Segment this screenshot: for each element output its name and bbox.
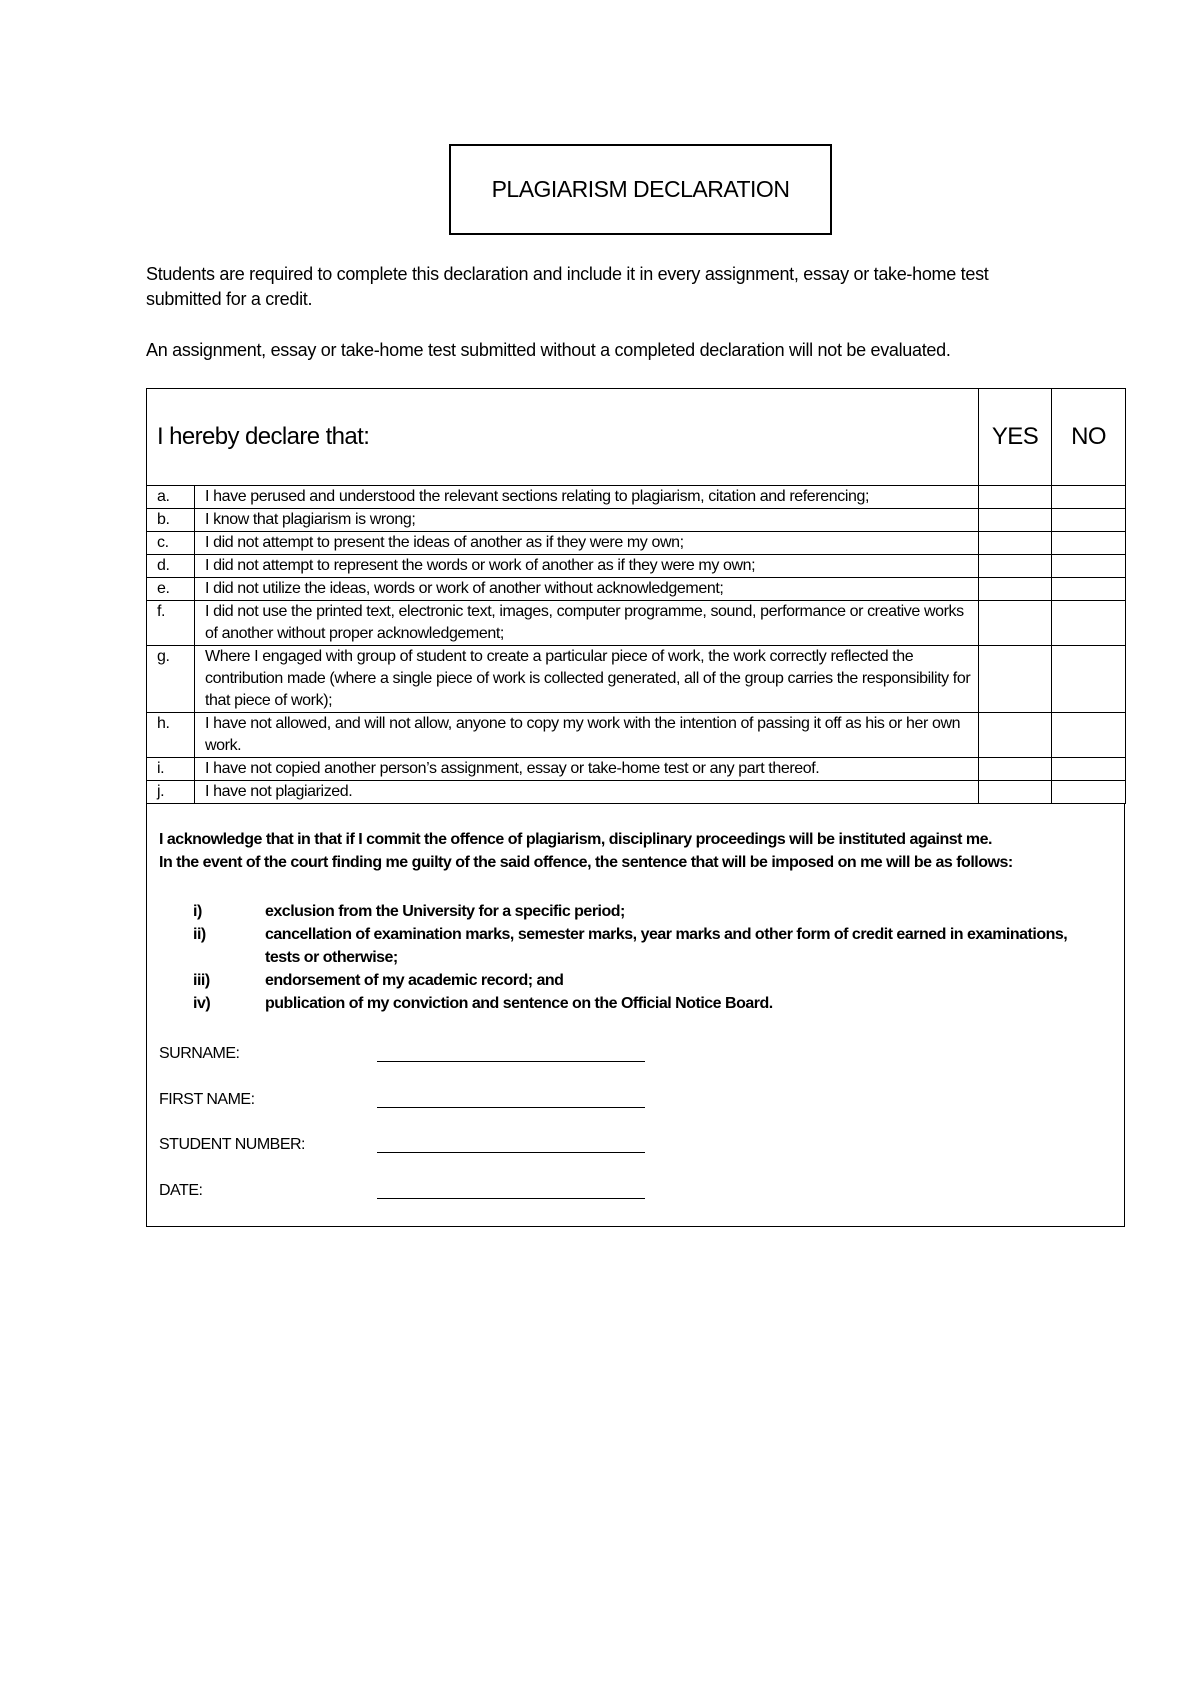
declaration-statement: I have not plagiarized. (195, 781, 979, 804)
penalty-number: ii) (193, 926, 206, 943)
declaration-letter: b. (147, 509, 195, 532)
no-checkbox-cell[interactable] (1052, 781, 1126, 804)
declaration-row (147, 486, 1126, 509)
penalty-item (193, 923, 1093, 969)
field-label: STUDENT NUMBER: (159, 1136, 305, 1153)
field-blank-line[interactable] (377, 1043, 645, 1062)
no-checkbox-cell[interactable] (1052, 601, 1126, 646)
declaration-letter: c. (147, 532, 195, 555)
declaration-row (147, 532, 1126, 555)
intro-warning: An assignment, essay or take-home test submitted without a completed declaration will not be evaluated. (146, 340, 951, 360)
declaration-letter: i. (147, 758, 195, 781)
declaration-row (147, 509, 1126, 532)
field-label: SURNAME: (159, 1045, 240, 1062)
declaration-letter: j. (147, 781, 195, 804)
form-field (159, 1176, 645, 1200)
field-blank-line[interactable] (377, 1134, 645, 1153)
acknowledgement-text (159, 828, 1119, 874)
penalty-text: cancellation of examination marks, semester marks, year marks and other form of credit earned in examinations, tests or otherwise; (265, 926, 1068, 966)
declaration-statement: I have perused and understood the relevant sections relating to plagiarism, citation and referencing; (195, 486, 979, 509)
declaration-statement: Where I engaged with group of student to create a particular piece of work, the work correctly reflected the contribution made (where a single piece of work is collected generated, all of the group carries the responsibility for that piece of work); (195, 646, 979, 713)
declaration-row (147, 646, 1126, 713)
field-blank-line[interactable] (377, 1180, 645, 1199)
no-checkbox-cell[interactable] (1052, 578, 1126, 601)
acknowledgement-line: I acknowledge that in that if I commit the offence of plagiarism, disciplinary proceedings will be instituted against me. (159, 831, 992, 848)
yes-checkbox-cell[interactable] (979, 578, 1052, 601)
penalty-number: i) (193, 903, 202, 920)
sentence-line: In the event of the court finding me guilty of the said offence, the sentence that will be imposed on me will be as follows: (159, 854, 1013, 871)
declaration-heading: I hereby declare that: (147, 389, 979, 486)
declaration-statement: I did not attempt to represent the words or work of another as if they were my own; (195, 555, 979, 578)
yes-checkbox-cell[interactable] (979, 781, 1052, 804)
declaration-statement: I did not use the printed text, electronic text, images, computer programme, sound, performance or creative works of another without proper acknowledgement; (195, 601, 979, 646)
penalty-list (193, 900, 1093, 1015)
form-field (159, 1039, 645, 1063)
acknowledgement-section (146, 804, 1125, 1227)
yes-column-header: YES (979, 389, 1052, 486)
no-checkbox-cell[interactable] (1052, 758, 1126, 781)
field-label: FIRST NAME: (159, 1091, 255, 1108)
penalty-text: publication of my conviction and sentence on the Official Notice Board. (265, 995, 773, 1012)
no-checkbox-cell[interactable] (1052, 509, 1126, 532)
yes-checkbox-cell[interactable] (979, 509, 1052, 532)
penalty-text: exclusion from the University for a specific period; (265, 903, 625, 920)
no-checkbox-cell[interactable] (1052, 713, 1126, 758)
penalty-item (193, 900, 1093, 923)
declaration-table (146, 388, 1126, 804)
yes-checkbox-cell[interactable] (979, 486, 1052, 509)
field-blank-line[interactable] (377, 1089, 645, 1108)
declaration-letter: g. (147, 646, 195, 713)
declaration-statement: I did not utilize the ideas, words or work of another without acknowledgement; (195, 578, 979, 601)
no-column-header: NO (1052, 389, 1126, 486)
declaration-statement: I know that plagiarism is wrong; (195, 509, 979, 532)
penalty-number: iii) (193, 972, 210, 989)
yes-checkbox-cell[interactable] (979, 758, 1052, 781)
intro-paragraph: Students are required to complete this declaration and include it in every assignment, essay or take-home test submitted for a credit. (146, 264, 989, 309)
declaration-row (147, 781, 1126, 804)
penalty-item (193, 992, 1093, 1015)
yes-checkbox-cell[interactable] (979, 555, 1052, 578)
declaration-row (147, 578, 1126, 601)
no-checkbox-cell[interactable] (1052, 646, 1126, 713)
declaration-row (147, 601, 1126, 646)
no-checkbox-cell[interactable] (1052, 532, 1126, 555)
declaration-letter: a. (147, 486, 195, 509)
declaration-row (147, 758, 1126, 781)
penalty-text: endorsement of my academic record; and (265, 972, 564, 989)
page-title: PLAGIARISM DECLARATION (449, 144, 832, 235)
yes-checkbox-cell[interactable] (979, 532, 1052, 555)
declaration-statement: I have not allowed, and will not allow, anyone to copy my work with the intention of passing it off as his or her own work. (195, 713, 979, 758)
field-label: DATE: (159, 1182, 203, 1199)
declaration-letter: d. (147, 555, 195, 578)
form-field (159, 1130, 645, 1154)
no-checkbox-cell[interactable] (1052, 486, 1126, 509)
declaration-letter: h. (147, 713, 195, 758)
declaration-row (147, 555, 1126, 578)
yes-checkbox-cell[interactable] (979, 601, 1052, 646)
yes-checkbox-cell[interactable] (979, 646, 1052, 713)
declaration-statement: I have not copied another person’s assignment, essay or take-home test or any part thereof. (195, 758, 979, 781)
declaration-letter: e. (147, 578, 195, 601)
declaration-letter: f. (147, 601, 195, 646)
declaration-header-row (147, 389, 1126, 486)
yes-checkbox-cell[interactable] (979, 713, 1052, 758)
declaration-statement: I did not attempt to present the ideas of another as if they were my own; (195, 532, 979, 555)
penalty-item (193, 969, 1093, 992)
form-field (159, 1085, 645, 1109)
no-checkbox-cell[interactable] (1052, 555, 1126, 578)
declaration-row (147, 713, 1126, 758)
penalty-number: iv) (193, 995, 211, 1012)
